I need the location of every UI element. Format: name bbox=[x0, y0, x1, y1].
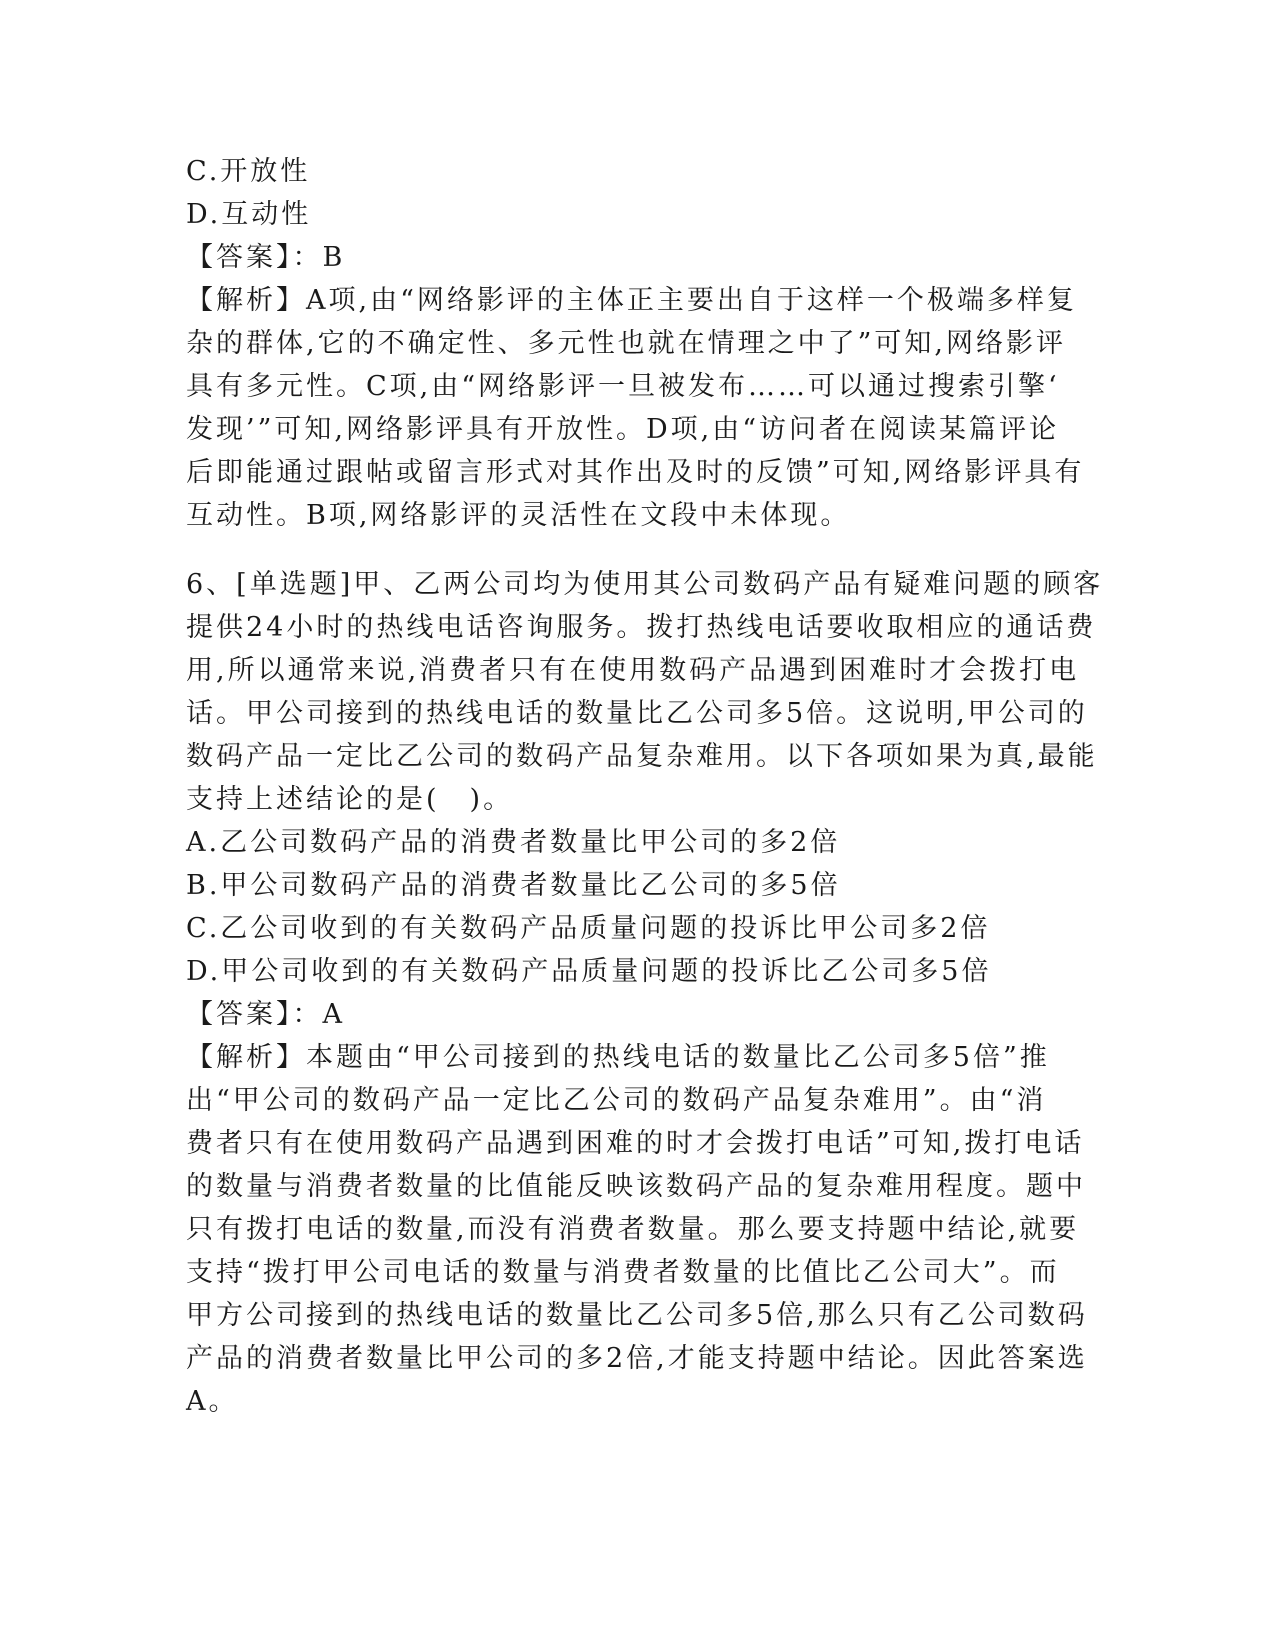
q6-analysis-line: 只有拨打电话的数量,而没有消费者数量。那么要支持题中结论,就要 bbox=[186, 1214, 1080, 1245]
q5-option-d: D.互动性 bbox=[186, 199, 312, 230]
q6-stem-line: 6、[单选题]甲、乙两公司均为使用其公司数码产品有疑难问题的顾客 bbox=[186, 569, 1104, 600]
q6-analysis-line: 【解析】本题由“甲公司接到的热线电话的数量比乙公司多5倍”推 bbox=[186, 1042, 1050, 1073]
q6-analysis-line: 的数量与消费者数量的比值能反映该数码产品的复杂难用程度。题中 bbox=[186, 1171, 1086, 1202]
q6-stem-line: 话。甲公司接到的热线电话的数量比乙公司多5倍。这说明,甲公司的 bbox=[186, 698, 1088, 729]
q5-analysis-line: 具有多元性。C项,由“网络影评一旦被发布……可以通过搜索引擎‘ bbox=[186, 371, 1060, 402]
q6-analysis-line: 产品的消费者数量比甲公司的多2倍,才能支持题中结论。因此答案选 bbox=[186, 1343, 1088, 1374]
q6-stem-line: 数码产品一定比乙公司的数码产品复杂难用。以下各项如果为真,最能 bbox=[186, 741, 1098, 772]
q6-section bbox=[186, 563, 1104, 1423]
q6-option-a: A.乙公司数码产品的消费者数量比甲公司的多2倍 bbox=[186, 827, 841, 858]
q6-analysis-line: 出“甲公司的数码产品一定比乙公司的数码产品复杂难用”。由“消 bbox=[186, 1085, 1047, 1116]
q6-analysis-line: 甲方公司接到的热线电话的数量比乙公司多5倍,那么只有乙公司数码 bbox=[186, 1300, 1088, 1331]
document-page bbox=[186, 150, 1104, 1423]
q5-analysis-line: 杂的群体,它的不确定性、多元性也就在情理之中了”可知,网络影评 bbox=[186, 328, 1066, 359]
q5-option-c: C.开放性 bbox=[186, 156, 311, 187]
q5-section bbox=[186, 150, 1086, 537]
q6-analysis-line: A。 bbox=[186, 1386, 239, 1417]
q6-option-b: B.甲公司数码产品的消费者数量比乙公司的多5倍 bbox=[186, 870, 841, 901]
q6-answer: 【答案】：A bbox=[186, 999, 345, 1030]
q5-analysis-line: 发现’”可知,网络影评具有开放性。D项,由“访问者在阅读某篇评论 bbox=[186, 414, 1060, 445]
q6-analysis-line: 费者只有在使用数码产品遇到困难的时才会拨打电话”可知,拨打电话 bbox=[186, 1128, 1085, 1159]
q6-analysis-line: 支持“拨打甲公司电话的数量与消费者数量的比值比乙公司大”。而 bbox=[186, 1257, 1060, 1288]
q5-analysis-line: 【解析】A项,由“网络影评的主体正主要出自于这样一个极端多样复 bbox=[186, 285, 1077, 316]
q6-option-c: C.乙公司收到的有关数码产品质量问题的投诉比甲公司多2倍 bbox=[186, 913, 991, 944]
section-gap bbox=[186, 537, 1086, 563]
q5-analysis-line: 互动性。B项,网络影评的灵活性在文段中未体现。 bbox=[186, 500, 851, 531]
q5-analysis-line: 后即能通过跟帖或留言形式对其作出及时的反馈”可知,网络影评具有 bbox=[186, 457, 1085, 488]
q6-stem-line: 用,所以通常来说,消费者只有在使用数码产品遇到困难时才会拨打电 bbox=[186, 655, 1080, 686]
q6-stem-line: 提供24小时的热线电话咨询服务。拨打热线电话要收取相应的通话费 bbox=[186, 612, 1097, 643]
q5-answer: 【答案】：B bbox=[186, 242, 346, 273]
q6-option-d: D.甲公司收到的有关数码产品质量问题的投诉比乙公司多5倍 bbox=[186, 956, 992, 987]
q6-stem-line: 支持上述结论的是( )。 bbox=[186, 784, 514, 815]
